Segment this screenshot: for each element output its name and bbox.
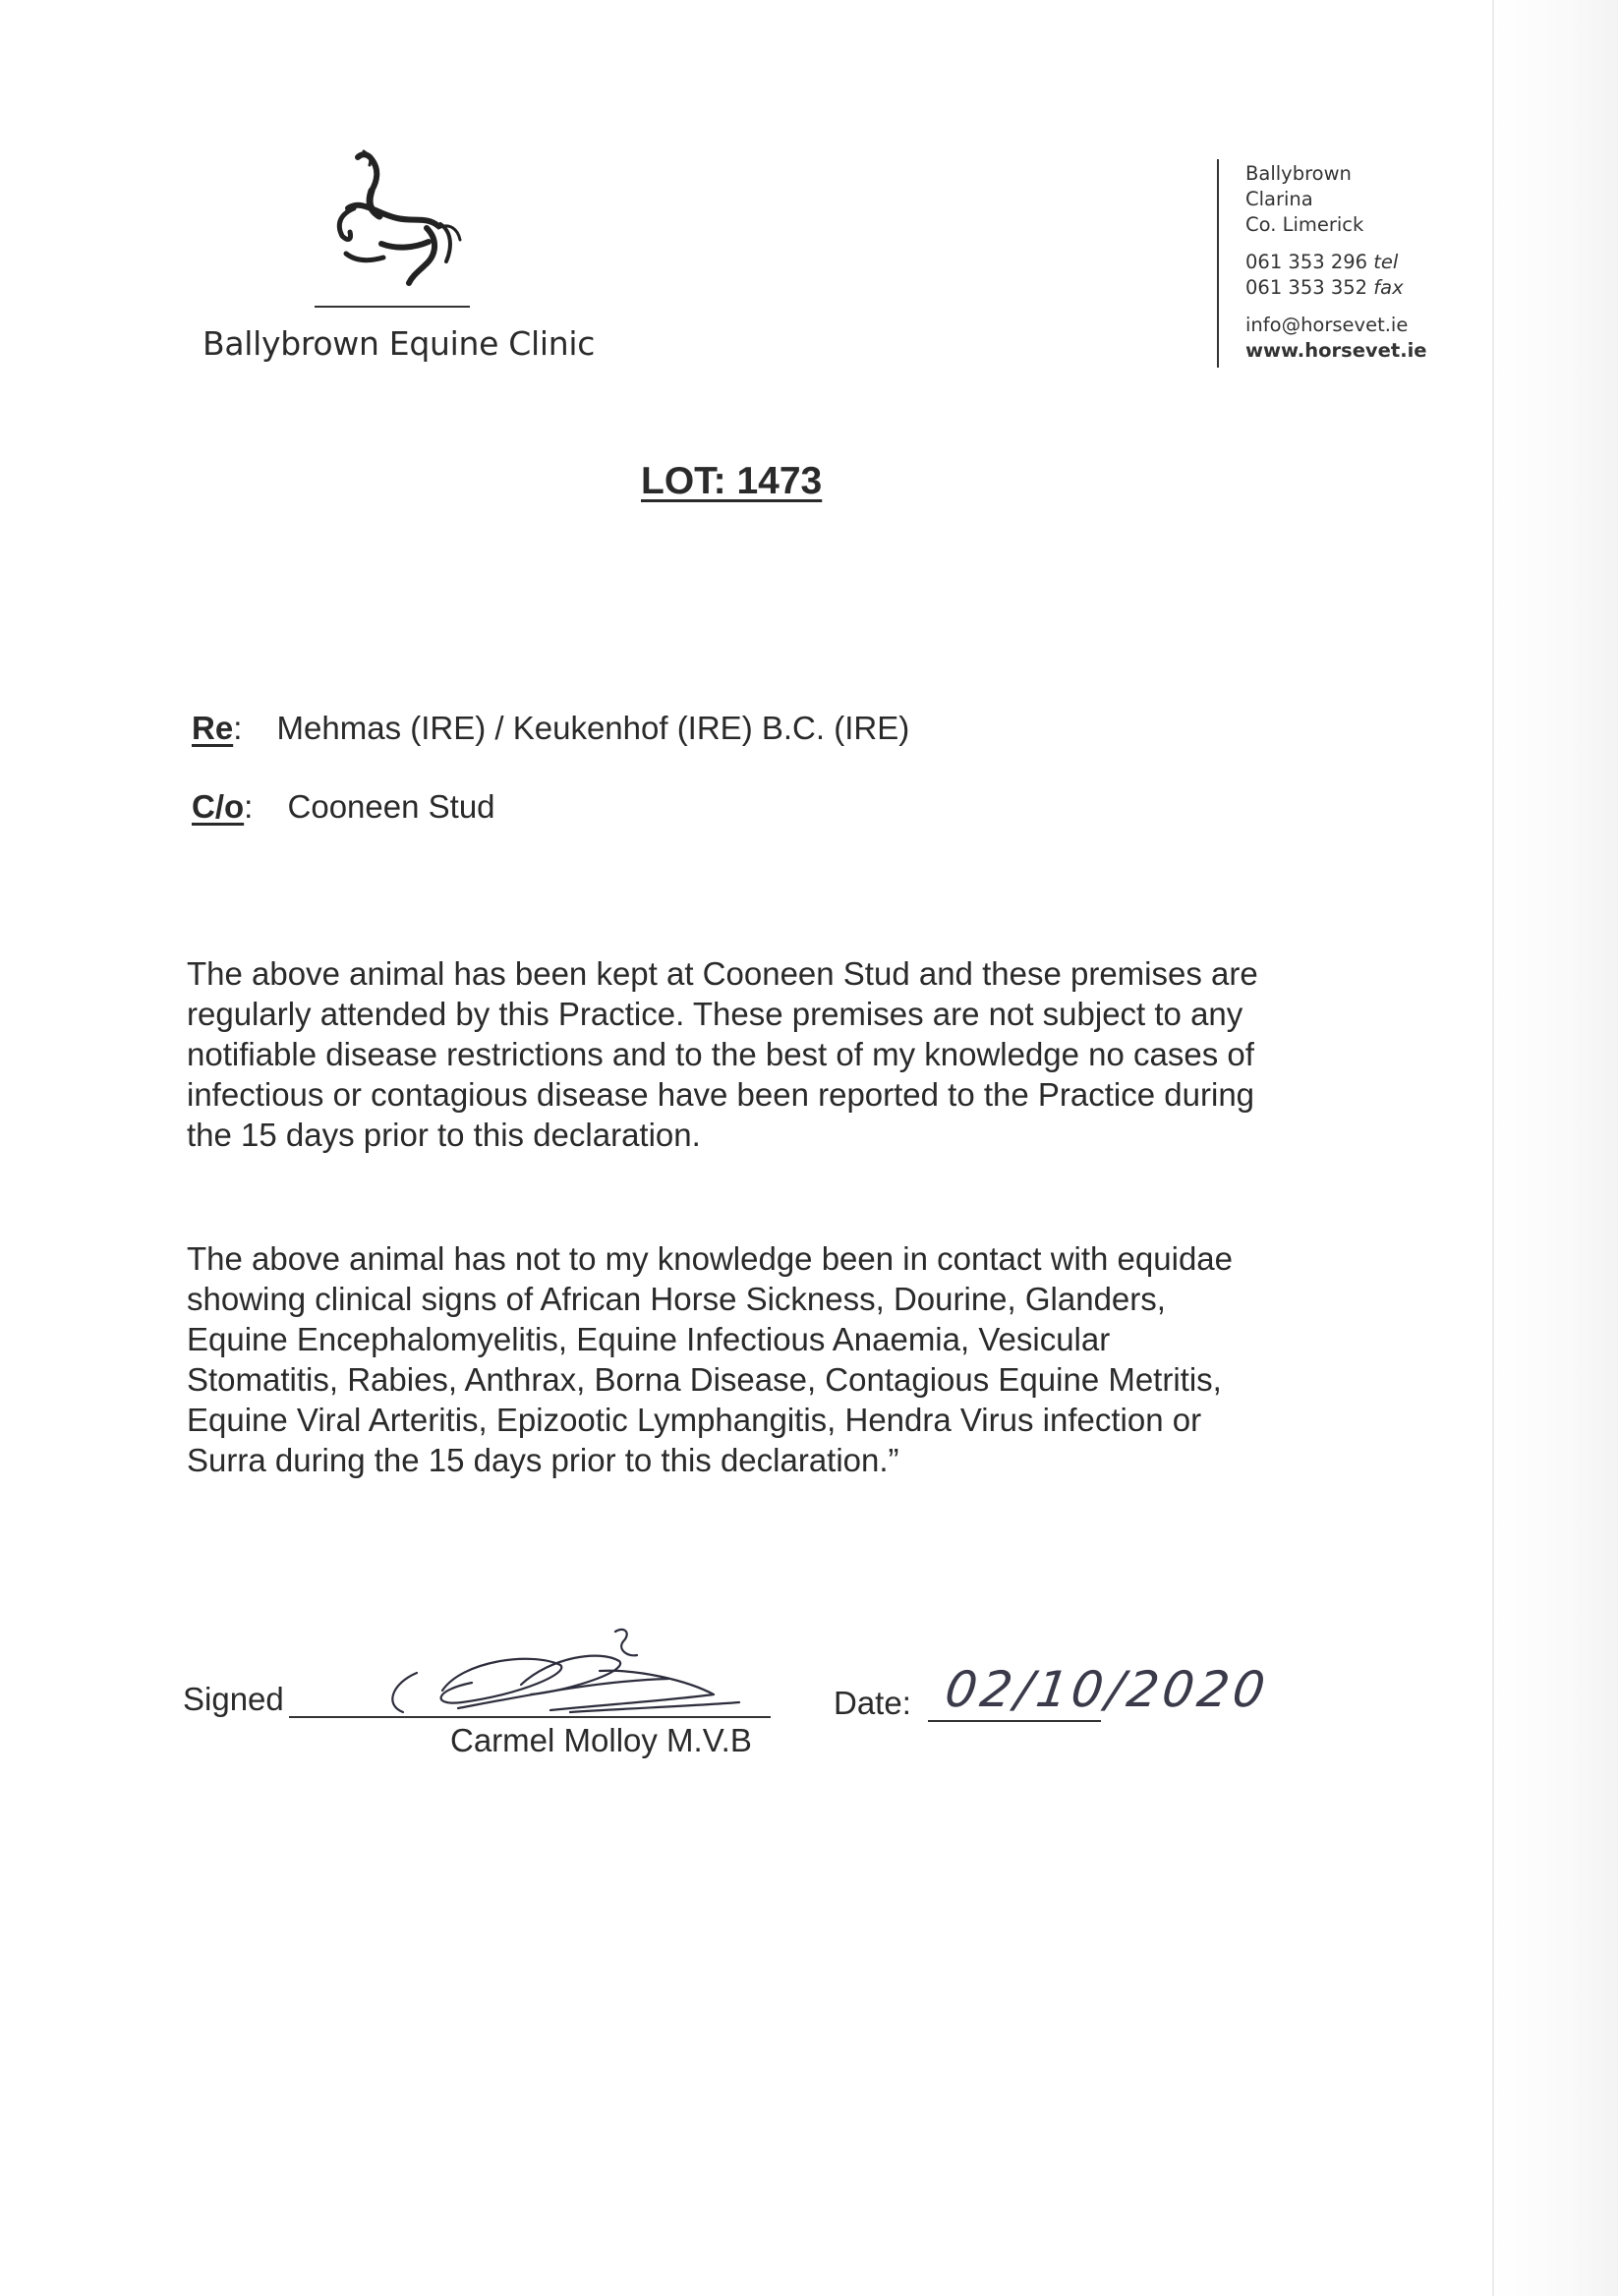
fax-label: fax (1373, 276, 1404, 299)
date-line (928, 1720, 1101, 1722)
re-label: Re (192, 710, 234, 746)
co-label: C/o (192, 788, 245, 825)
re-line (192, 710, 909, 747)
handwritten-date: 02/10/2020 (941, 1661, 1273, 1718)
declaration-paragraph-2: The above animal has not to my knowledge been in contact with equidae showing clinical signs of African Horse Sickness, Dourine, Glanders, Equine Encephalomyelitis, Equine Infectious Anaemia, Vesicular Stomatitis, Rabies, Anthrax, Borna Disease, Contagious Equine Metritis, Equine Viral Arteritis, Epizootic Lymphangitis, Hendra Virus infection or Surra during the 15 days prior to this declaration.” (187, 1240, 1234, 1478)
handwritten-signature (374, 1622, 786, 1730)
page-margin-shadow (1492, 0, 1618, 2296)
address-line-1: Ballybrown (1245, 162, 1352, 185)
fax-line (1245, 275, 1427, 301)
telephone-label: tel (1373, 251, 1399, 273)
telephone-number: 061 353 296 (1245, 251, 1368, 273)
telephone-line (1245, 250, 1427, 275)
address-line-3: Co. Limerick (1245, 213, 1364, 236)
date-label: Date: (834, 1685, 911, 1721)
lot-heading: LOT: 1473 (641, 460, 823, 502)
horse-logo-icon (313, 145, 480, 313)
co-value: Cooneen Stud (287, 788, 495, 825)
contact-block (1245, 161, 1427, 364)
co-colon: : (244, 788, 254, 825)
re-colon: : (233, 710, 243, 746)
re-value: Mehmas (IRE) / Keukenhof (IRE) B.C. (IRE) (276, 710, 910, 746)
address-line-2: Clarina (1245, 188, 1313, 210)
fax-number: 061 353 352 (1245, 276, 1368, 299)
signer-name: Carmel Molloy M.V.B (450, 1722, 752, 1758)
page-edge (1492, 0, 1494, 2296)
email-address: info@horsevet.ie (1245, 314, 1409, 336)
website-address: www.horsevet.ie (1245, 339, 1427, 362)
co-line (192, 788, 495, 826)
signed-label: Signed (183, 1681, 284, 1717)
clinic-name: Ballybrown Equine Clinic (202, 324, 596, 363)
contact-divider (1217, 159, 1219, 368)
declaration-paragraph-1: The above animal has been kept at Cooneen Stud and these premises are regularly attended by this Practice. These premises are not subject to any notifiable disease restrictions and to the best of my knowledge no cases of infectious or contagious disease have been reported to the Practice during the 15 days prior to this declaration. (187, 955, 1258, 1153)
